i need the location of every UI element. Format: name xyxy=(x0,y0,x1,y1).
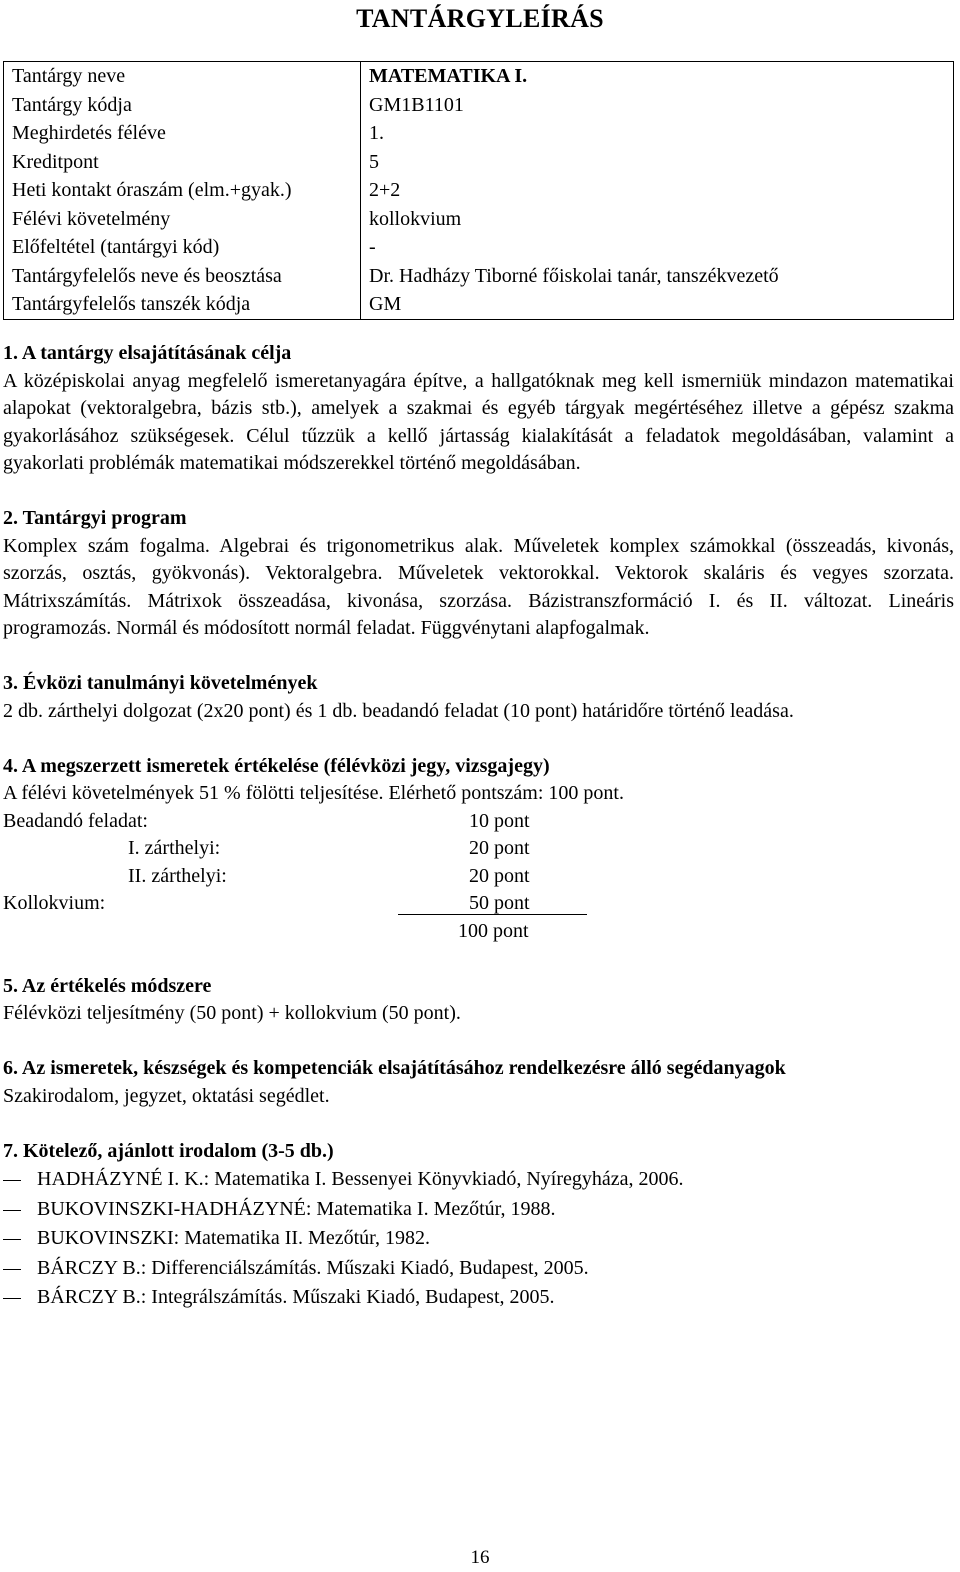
score-value: 20 pont xyxy=(469,837,530,859)
section-heading: 2. Tantárgyi program xyxy=(3,507,187,529)
section-text: A középiskolai anyag megfelelő ismeretanyagára építve, a hallgatóknak meg kell ismerniük mindazon matematikai alapokat (vektoralgebra, bázis stb.), amelyek a szakmai és egyéb tárgyak megértéséhez illetve a gépész szakma gyakorlásához szükségesek. Célul tűzzük a kellő jártasság kialakítását a feladatok megoldásában, valamint a gyakorlati problémák matematikai módszerekkel történő megoldásában. xyxy=(3,369,954,474)
score-row xyxy=(3,835,954,863)
score-label: I. zárthelyi: xyxy=(128,837,221,859)
table-row xyxy=(4,233,954,262)
row-label: Előfeltétel (tantárgyi kód) xyxy=(4,233,361,262)
course-info-table xyxy=(3,61,954,320)
section-heading: 1. A tantárgy elsajátításának célja xyxy=(3,342,292,364)
table-row xyxy=(4,148,954,177)
row-label: Kreditpont xyxy=(4,148,361,177)
score-row xyxy=(3,808,954,836)
score-row xyxy=(3,890,954,918)
dash-bullet xyxy=(3,1239,21,1240)
row-value: 1. xyxy=(369,122,384,145)
table-row xyxy=(4,119,954,148)
table-row xyxy=(4,62,954,91)
section-heading: 7. Kötelező, ajánlott irodalom (3-5 db.) xyxy=(3,1139,334,1162)
dash-bullet xyxy=(3,1298,21,1299)
score-total: 100 pont xyxy=(458,919,529,942)
section-heading: 6. Az ismeretek, készségek és kompetenciák elsajátításához rendelkezésre álló segédanyagok xyxy=(3,1057,786,1079)
row-value: MATEMATIKA I. xyxy=(369,65,528,88)
row-value: Dr. Hadházy Tiborné főiskolai tanár, tanszékvezető xyxy=(369,264,779,287)
score-total-row xyxy=(3,918,954,946)
score-label: Kollokvium: xyxy=(3,892,106,914)
row-value: GM xyxy=(369,293,402,316)
document-body xyxy=(3,340,954,1313)
row-value: kollokvium xyxy=(369,207,462,230)
section-heading: 4. A megszerzett ismeretek értékelése (félévközi jegy, vizsgajegy) xyxy=(3,754,550,777)
reference-text: HADHÁZYNÉ I. K.: Matematika I. Bessenyei Könyvkiadó, Nyíregyháza, 2006. xyxy=(37,1168,684,1190)
score-label: II. zárthelyi: xyxy=(128,864,227,887)
row-label: Tantárgy neve xyxy=(4,62,361,91)
score-row xyxy=(3,863,954,891)
row-value: GM1B1101 xyxy=(369,93,464,116)
row-value: 2+2 xyxy=(369,179,401,202)
section-text: A félévi követelmények 51 % fölötti teljesítése. Elérhető pontszám: 100 pont. xyxy=(3,782,624,804)
score-label: Beadandó feladat: xyxy=(3,809,148,832)
table-row xyxy=(4,290,954,319)
section-text: Félévközi teljesítmény (50 pont) + kollokvium (50 pont). xyxy=(3,1002,461,1024)
section-heading: 3. Évközi tanulmányi követelmények xyxy=(3,672,318,694)
reference-text: BUKOVINSZKI-HADHÁZYNÉ: Matematika I. Mezőtúr, 1988. xyxy=(37,1197,556,1220)
score-value: 10 pont xyxy=(469,809,530,832)
list-item xyxy=(3,1165,954,1195)
row-label: Tantárgy kódja xyxy=(4,91,361,120)
reference-text: BÁRCZY B.: Differenciálszámítás. Műszaki Kiadó, Budapest, 2005. xyxy=(37,1256,589,1279)
reference-text: BUKOVINSZKI: Matematika II. Mezőtúr, 1982. xyxy=(37,1227,431,1249)
dash-bullet xyxy=(3,1180,21,1181)
row-label: Heti kontakt óraszám (elm.+gyak.) xyxy=(4,176,361,205)
sum-underline xyxy=(398,914,587,915)
section-text: 2 db. zárthelyi dolgozat (2x20 pont) és 1 db. beadandó feladat (10 pont) határidőre történő leadása. xyxy=(3,699,794,722)
row-label: Tantárgyfelelős neve és beosztása xyxy=(4,262,361,291)
dash-bullet xyxy=(3,1210,21,1211)
page-number: 16 xyxy=(470,1547,490,1568)
section-heading: 5. Az értékelés módszere xyxy=(3,974,212,997)
table-row xyxy=(4,205,954,234)
score-value: 50 pont xyxy=(469,892,530,914)
section-text: Szakirodalom, jegyzet, oktatási segédlet. xyxy=(3,1084,330,1107)
list-item xyxy=(3,1195,954,1225)
row-value: 5 xyxy=(369,150,379,173)
table-row xyxy=(4,176,954,205)
row-label: Félévi követelmény xyxy=(4,205,361,234)
list-item xyxy=(3,1283,954,1313)
table-row xyxy=(4,262,954,291)
table-row xyxy=(4,91,954,120)
reference-list xyxy=(3,1165,954,1313)
section-text: Komplex szám fogalma. Algebrai és trigonometrikus alak. Műveletek komplex számokkal (összeadás, kivonás, szorzás, osztás, gyökvonás). Vektoralgebra. Műveletek vektorokkal. Vektorok skaláris és vegyes szorzata. Mátrixszámítás. Mátrixok összeadása, kivonása, szorzása. Bázistranszformáció I. és II. változat. Lineáris programozás. Normál és módosított normál feladat. Függvénytani alapfogalmak. xyxy=(3,534,954,639)
dash-bullet xyxy=(3,1269,21,1270)
document-title: TANTÁRGYLEÍRÁS xyxy=(356,4,604,33)
list-item xyxy=(3,1224,954,1254)
reference-text: BÁRCZY B.: Integrálszámítás. Műszaki Kiadó, Budapest, 2005. xyxy=(37,1286,555,1308)
list-item xyxy=(3,1254,954,1284)
row-value: - xyxy=(369,236,376,259)
row-label: Tantárgyfelelős tanszék kódja xyxy=(4,290,361,319)
score-value: 20 pont xyxy=(469,864,530,887)
row-label: Meghirdetés féléve xyxy=(4,119,361,148)
